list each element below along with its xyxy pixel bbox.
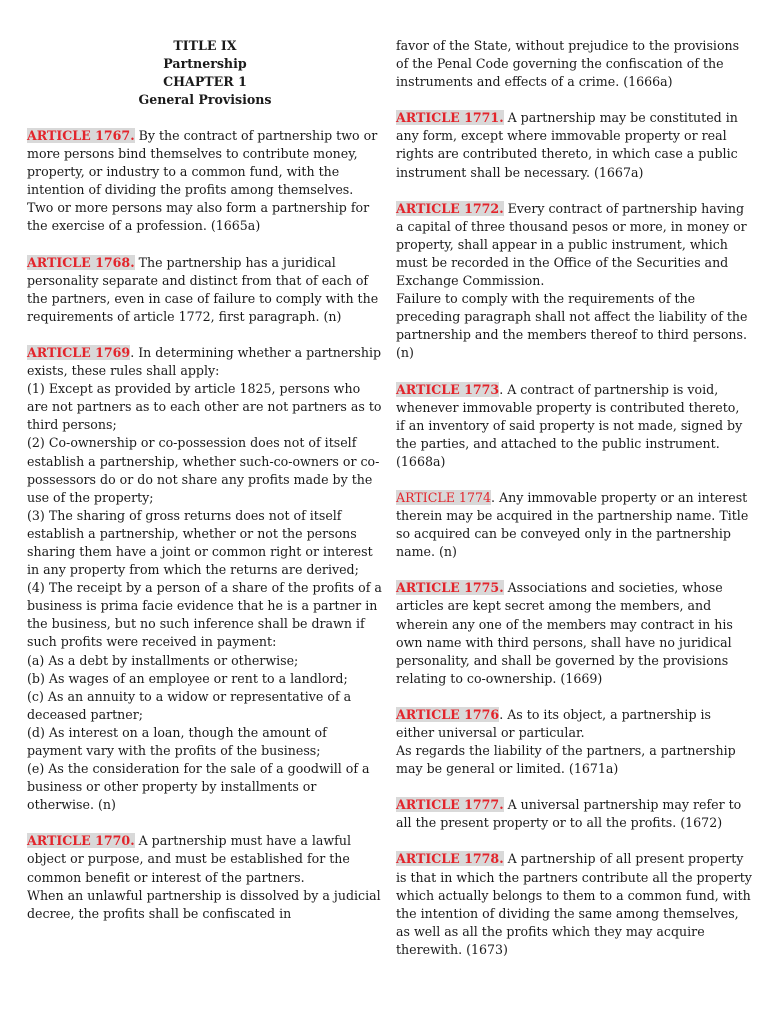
title-heading: TITLE IX bbox=[173, 38, 237, 53]
article-text: (d) As interest on a loan, though the amount of payment vary with the profits of the business; bbox=[27, 724, 327, 758]
article-1769 bbox=[27, 344, 383, 814]
article-text: favor of the State, without prejudice to the provisions of the Penal Code governing the confiscation of the instruments and effects of a crime. (1666a) bbox=[396, 38, 740, 90]
article-text: A partnership of all present property is that in which the partners contribute all the property which actually belongs to them to a common fund, with the intention of dividing the same among themselves, as well as all the profits which they may acquire therewith. (1673) bbox=[396, 851, 752, 957]
article-text: . Any immovable property or an interest therein may be acquired in the partnership name. Title so acquired can be conveyed only in the partnership name. (n) bbox=[396, 489, 749, 560]
article-text: By the contract of partnership two or more persons bind themselves to contribute money, property, or industry to a common fund, with the intention of dividing the profits among themselves. bbox=[27, 128, 378, 198]
article-label: ARTICLE 1770. bbox=[27, 833, 135, 849]
chapter-heading: CHAPTER 1 bbox=[163, 74, 247, 89]
article-text: Every contract of partnership having a capital of three thousand pesos or more, in money or property, shall appear in a public instrument, which must be recorded in the Office of the Securities and Exchange Commission. bbox=[396, 200, 747, 289]
left-column bbox=[27, 37, 383, 941]
article-label: ARTICLE 1775. bbox=[396, 580, 504, 596]
article-1776 bbox=[396, 706, 752, 778]
right-column bbox=[396, 37, 752, 977]
article-text: (3) The sharing of gross returns does not of itself establish a partnership, whether or not the persons sharing them have a joint or common right or interest in any property from which the returns are derived; bbox=[27, 507, 373, 578]
article-text: As regards the liability of the partners, a partnership may be general or limited. (1671a) bbox=[396, 743, 736, 777]
article-label: ARTICLE 1778. bbox=[396, 851, 504, 867]
article-1775 bbox=[396, 579, 752, 688]
article-text: (c) As an annuity to a widow or representative of a deceased partner; bbox=[27, 688, 352, 722]
article-1767 bbox=[27, 127, 383, 236]
article-text: A partnership may be constituted in any form, except where immovable property or real rights are contributed thereto, in which case a public instrument shall be necessary. (1667a) bbox=[396, 110, 738, 180]
article-text: When an unlawful partnership is dissolved by a judicial decree, the profits shall be confiscated in bbox=[27, 887, 381, 921]
article-text: . As to its object, a partnership is either universal or particular. bbox=[396, 706, 711, 740]
article-1768 bbox=[27, 254, 383, 326]
article-1777 bbox=[396, 796, 752, 832]
article-text: A universal partnership may refer to all the present property or to all the profits. (1672) bbox=[396, 797, 742, 831]
article-label: ARTICLE 1768. bbox=[27, 254, 135, 270]
article-text: Failure to comply with the requirements of the preceding paragraph shall not affect the liability of the partnership and the members thereof to third persons. (n) bbox=[396, 291, 748, 361]
article-text: The partnership has a juridical personality separate and distinct from that of each of the partners, even in case of failure to comply with the requirements of article 1772, first paragraph. (n) bbox=[27, 254, 379, 324]
article-1770-continuation bbox=[396, 37, 752, 91]
article-text: (a) As a debt by installments or otherwise; bbox=[27, 652, 299, 668]
article-label: ARTICLE 1772. bbox=[396, 200, 504, 216]
article-text: . A contract of partnership is void, whenever immovable property is contributed thereto, if an inventory of said property is not made, signed by the parties, and attached to the public instrument. (1668a) bbox=[396, 381, 743, 469]
article-text: Two or more persons may also form a partnership for the exercise of a profession. (1665a) bbox=[27, 200, 370, 234]
subtitle-heading: Partnership bbox=[163, 56, 247, 71]
article-1773 bbox=[396, 381, 752, 471]
article-label: ARTICLE 1776 bbox=[396, 706, 500, 722]
article-1770 bbox=[27, 832, 383, 922]
title-block bbox=[27, 37, 383, 109]
article-1778 bbox=[396, 850, 752, 959]
article-label: ARTICLE 1769 bbox=[27, 344, 131, 360]
article-1772 bbox=[396, 200, 752, 363]
article-label: ARTICLE 1771. bbox=[396, 110, 504, 126]
article-1774 bbox=[396, 489, 752, 561]
article-label: ARTICLE 1774 bbox=[396, 489, 491, 505]
article-label: ARTICLE 1777. bbox=[396, 797, 504, 813]
article-text: A partnership must have a lawful object or purpose, and must be established for the common benefit or interest of the partners. bbox=[27, 833, 351, 885]
article-text: (2) Co-ownership or co-possession does not of itself establish a partnership, whether such-co-owners or co-possessors do or do not share any profits made by the use of the property; bbox=[27, 435, 380, 505]
article-text: (b) As wages of an employee or rent to a landlord; bbox=[27, 670, 348, 686]
article-1771 bbox=[396, 109, 752, 181]
article-label: ARTICLE 1767. bbox=[27, 128, 135, 143]
article-text: Associations and societies, whose articles are kept secret among the members, and wherein any one of the members may contract in his own name with third persons, shall have no juridical personality, and shall be governed by the provisions relating to co-ownership. (1669) bbox=[396, 580, 733, 686]
article-label: ARTICLE 1773 bbox=[396, 381, 500, 397]
article-text: (e) As the consideration for the sale of a goodwill of a business or other property by installments or otherwise. (n) bbox=[27, 761, 370, 813]
article-text: (1) Except as provided by article 1825, persons who are not partners as to each other are not partners as to third persons; bbox=[27, 381, 382, 433]
article-text: (4) The receipt by a person of a share of the profits of a business is prima facie evidence that he is a partner in the business, but no such inference shall be drawn if such profits were received in payment: bbox=[27, 580, 382, 650]
article-text: . In determining whether a partnership exists, these rules shall apply: bbox=[27, 344, 382, 379]
chapter-name-heading: General Provisions bbox=[138, 92, 272, 107]
